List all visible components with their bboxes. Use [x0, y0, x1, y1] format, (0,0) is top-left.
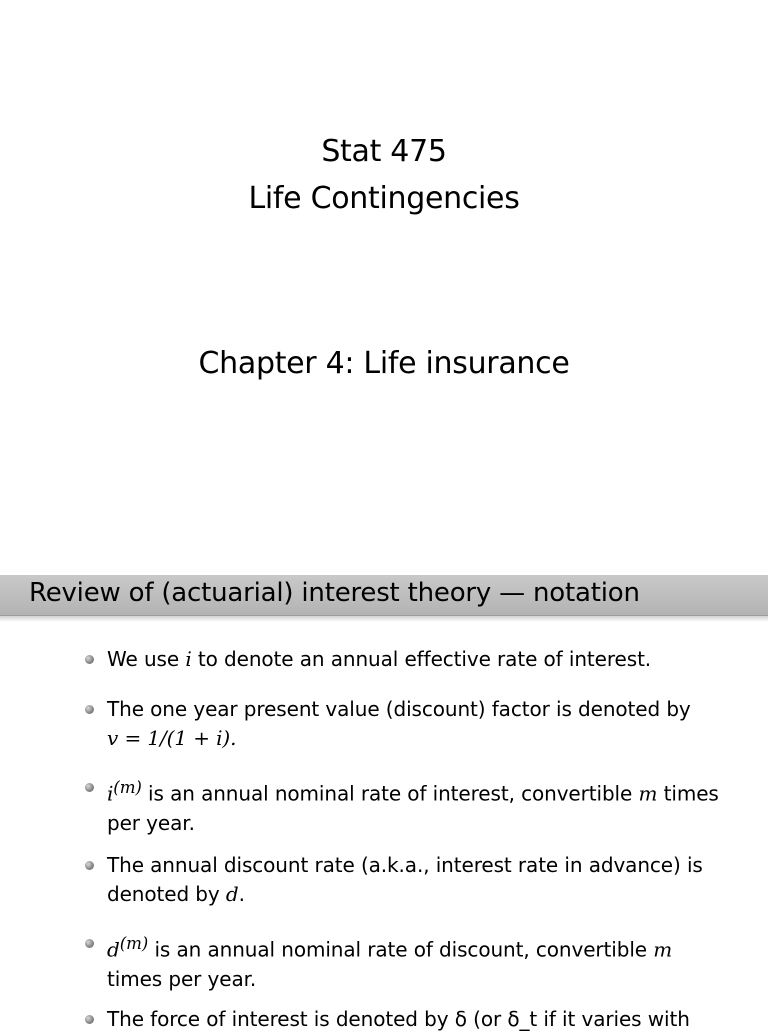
notation-slide: [0, 575, 768, 1031]
course-subtitle: Life Contingencies: [248, 181, 520, 216]
bullet-icon: [85, 1015, 94, 1024]
bullet-icon: [85, 783, 94, 792]
frame-title-bar: [0, 575, 768, 616]
bullet-icon: [85, 655, 94, 664]
bullet-icon: [85, 705, 94, 714]
bullet-text: The one year present value (discount) factor is denoted by v = 1/(1 + i).: [107, 697, 691, 750]
bullet-icon: [85, 861, 94, 870]
bullet-text: $d^{(m)}$ is an annual nominal rate of discount, convertible m times per year.: [107, 934, 673, 991]
bullet-icon: [85, 939, 94, 948]
chapter-title: Chapter 4: Life insurance: [198, 346, 570, 381]
bullet-text: We use i to denote an annual effective rate of interest.: [107, 647, 652, 671]
bullet-text: The force of interest is denoted by δ (or δ_t if it varies with: [107, 1007, 690, 1031]
frame-title: Review of (actuarial) interest theory — notation: [29, 578, 640, 608]
bullet-text: The annual discount rate (a.k.a., interest rate in advance) is denoted by d.: [107, 853, 703, 906]
frame-title-shadow: [0, 616, 768, 622]
course-title: Stat 475: [321, 134, 447, 169]
bullet-text: $i^{(m)}$ is an annual nominal rate of interest, convertible m times per year.: [107, 778, 719, 835]
